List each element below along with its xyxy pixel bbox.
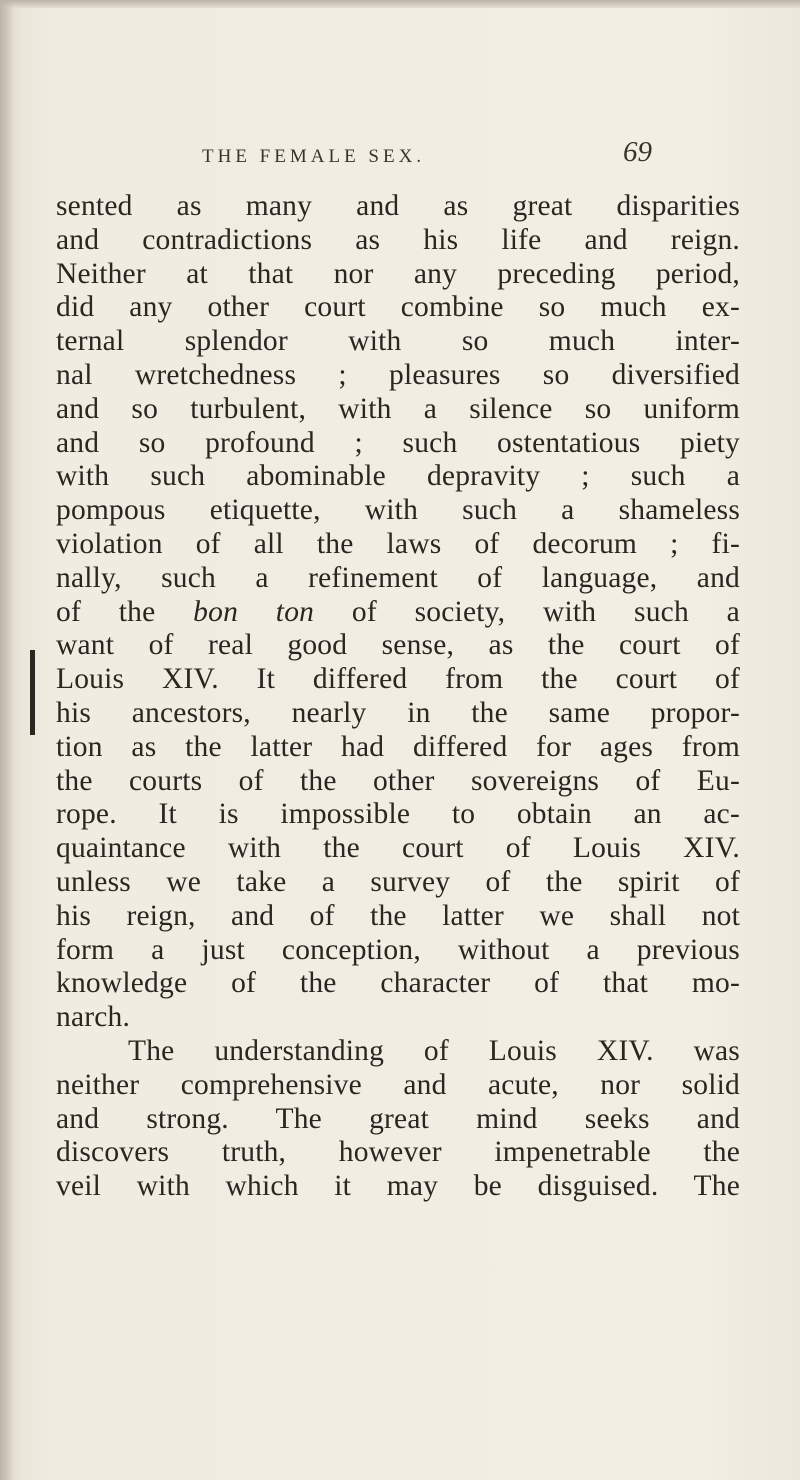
text-line: sented as many and as great disparities — [56, 190, 740, 222]
text-line: with such abominable depravity ; such a — [56, 460, 740, 493]
text-line: unless we take a survey of the spirit of — [56, 865, 740, 898]
text-line: his reign, and of the latter we shall not — [56, 899, 740, 932]
running-head: THE FEMALE SEX. — [202, 146, 426, 167]
text-line: did any other court combine so much ex- — [56, 291, 740, 324]
text-line: and so profound ; such ostentatious piety — [56, 426, 740, 459]
text-line: knowledge of the character of that mo- — [56, 967, 740, 1000]
italic-phrase: bon ton — [193, 595, 315, 628]
text-line: want of real good sense, as the court of — [56, 629, 740, 662]
text-line: narch. — [56, 1001, 131, 1034]
text-line: the courts of the other sovereigns of Eu- — [56, 764, 740, 797]
text-line: nal wretchedness ; pleasures so diversified — [56, 358, 740, 391]
binding-gutter — [0, 0, 14, 1480]
text-line: form a just conception, without a previous — [56, 933, 740, 966]
page-number: 69 — [623, 136, 652, 168]
text-line — [56, 596, 740, 630]
text-line: pompous etiquette, with such a shameless — [56, 494, 740, 527]
text-line: ternal splendor with so much inter- — [56, 325, 740, 358]
text-line: Louis XIV. It differed from the court of — [56, 663, 740, 696]
text-line: rope. It is impossible to obtain an ac- — [56, 798, 740, 831]
text-line: and contradictions as his life and reign. — [56, 223, 740, 256]
body-text — [56, 190, 740, 1204]
text-line: and strong. The great mind seeks and — [56, 1102, 740, 1135]
line-segment: of society, with such a — [351, 595, 740, 628]
text-line: his ancestors, nearly in the same propor- — [56, 696, 740, 729]
text-line: discovers truth, however impenetrable the — [56, 1136, 740, 1169]
line-segment: of the — [56, 595, 156, 628]
text-line: neither comprehensive and acute, nor solid — [56, 1068, 740, 1101]
text-line: and so turbulent, with a silence so uniform — [56, 392, 740, 425]
page-header — [202, 136, 652, 182]
text-line: violation of all the laws of decorum ; fi- — [56, 527, 740, 560]
text-line: nally, such a refinement of language, and — [56, 561, 740, 594]
text-line: veil with which it may be disguised. The — [56, 1170, 740, 1203]
page-top-edge — [0, 0, 800, 8]
margin-mark — [30, 650, 35, 735]
text-line: Neither at that nor any preceding period, — [56, 257, 740, 290]
text-line: quaintance with the court of Louis XIV. — [56, 832, 740, 865]
text-line: The understanding of Louis XIV. was — [128, 1034, 740, 1067]
text-line: tion as the latter had differed for ages from — [56, 730, 740, 763]
